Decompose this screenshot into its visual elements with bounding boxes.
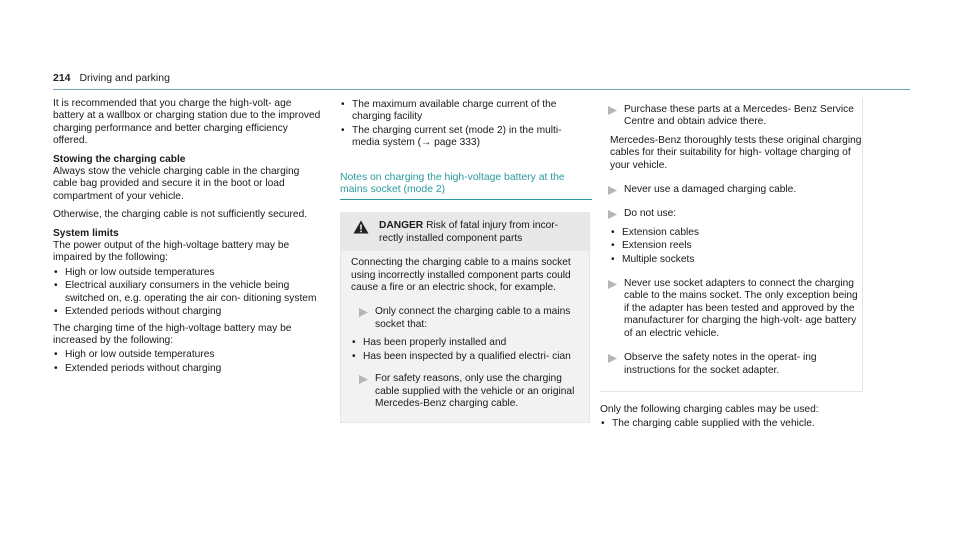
step-text: Never use a damaged charging cable. xyxy=(624,184,797,196)
current-list xyxy=(340,99,592,150)
limits-list xyxy=(53,267,325,319)
step-item xyxy=(600,104,862,129)
system-limits-heading: System limits xyxy=(53,227,119,239)
step-text: Never use socket adapters to connect the charging cable to the mains socket. The only exception being if the adapter has been tested and approved by the manufacturer for charging the high-volt- age battery of an electric vehicle. xyxy=(624,278,858,339)
step-item xyxy=(351,373,581,410)
step-text: Only connect the charging cable to a mains socket that: xyxy=(375,306,571,330)
notes-heading: Notes on charging the high-voltage battery at the mains socket (mode 2) xyxy=(340,172,592,201)
list-item: • The charging cable supplied with the vehicle. xyxy=(600,418,862,430)
warning-triangle-icon xyxy=(353,220,369,234)
list-item: • Extended periods without charging xyxy=(53,306,325,318)
step-text: Do not use: xyxy=(624,208,677,220)
section-title: Driving and parking xyxy=(79,72,170,84)
stowing-paragraph: Always stow the vehicle charging cable in the charging cable bag provided and secure it in the boot or load compartment of your vehicle. xyxy=(53,166,300,202)
step-item xyxy=(600,208,862,220)
list-item: • High or low outside temperatures xyxy=(53,267,325,279)
charging-time-paragraph: The charging time of the high-voltage battery may be increased by the following: xyxy=(53,322,292,346)
column-2 xyxy=(340,98,592,423)
list-item: • Extension cables xyxy=(610,227,862,239)
header-divider xyxy=(53,89,910,90)
step-arrow-icon xyxy=(608,210,617,219)
intro-paragraph: It is recommended that you charge the high-volt- age battery at a wallbox or charging station due to the improved charging performance and better charging efficiency offered. xyxy=(53,98,321,147)
step-arrow-icon xyxy=(359,308,368,317)
step-arrow-icon xyxy=(608,280,617,289)
danger-text: Risk of fatal injury from incor- rectly installed component parts xyxy=(379,220,559,244)
list-item: • Multiple sockets xyxy=(610,254,862,266)
danger-body xyxy=(341,251,589,422)
step-item xyxy=(600,184,862,196)
danger-text-wrap xyxy=(379,220,581,245)
step-text: For safety reasons, only use the charging cable supplied with the vehicle or an original Mercedes-Benz charging cable. xyxy=(375,373,575,409)
tested-paragraph: Mercedes-Benz thoroughly tests these original charging cables for their suitability for high- voltage charging of your vehicle. xyxy=(610,134,862,171)
otherwise-paragraph: Otherwise, the charging cable is not sufficiently secured. xyxy=(53,209,308,221)
time-list xyxy=(53,349,325,375)
socket-list xyxy=(351,337,581,363)
list-item: • Has been inspected by a qualified electri- cian xyxy=(351,351,581,363)
column-1 xyxy=(53,98,325,379)
limits-paragraph: The power output of the high-voltage battery may be impaired by the following: xyxy=(53,240,290,264)
step-text: Observe the safety notes in the operat- ing instructions for the socket adapter. xyxy=(624,352,817,376)
danger-header xyxy=(341,212,589,251)
step-arrow-icon xyxy=(608,106,617,115)
list-item: • Extension reels xyxy=(610,240,862,252)
step-arrow-icon xyxy=(359,375,368,384)
step-item xyxy=(600,278,862,340)
allowed-cables-list xyxy=(600,418,862,430)
step-arrow-icon xyxy=(608,186,617,195)
danger-box-continued xyxy=(600,98,863,392)
list-item: • Has been properly installed and xyxy=(351,337,581,349)
page-number: 214 xyxy=(53,72,71,84)
danger-label: DANGER xyxy=(379,220,424,232)
step-text: Purchase these parts at a Mercedes- Benz Service Centre and obtain advice there. xyxy=(624,104,854,128)
step-item xyxy=(600,352,862,377)
stowing-heading: Stowing the charging cable xyxy=(53,153,186,165)
list-item: • The maximum available charge current of the charging facility xyxy=(340,99,592,124)
allowed-cables-paragraph: Only the following charging cables may be used: xyxy=(600,403,819,415)
column-3 xyxy=(600,98,862,435)
list-item: • Electrical auxiliary consumers in the vehicle being switched on, e.g. operating the air con- ditioning system xyxy=(53,280,325,305)
step-item xyxy=(351,306,581,331)
list-item: • The charging current set (mode 2) in the multi- media system (→ page 333) xyxy=(340,125,592,150)
list-item: • Extended periods without charging xyxy=(53,363,325,375)
step-arrow-icon xyxy=(608,354,617,363)
donot-list xyxy=(600,227,862,266)
page-header xyxy=(53,72,170,84)
danger-body-text: Connecting the charging cable to a mains socket using incorrectly installed component parts could cause a fire or an electric shock, for example. xyxy=(351,257,571,294)
danger-box xyxy=(340,212,590,423)
list-item: • High or low outside temperatures xyxy=(53,349,325,361)
